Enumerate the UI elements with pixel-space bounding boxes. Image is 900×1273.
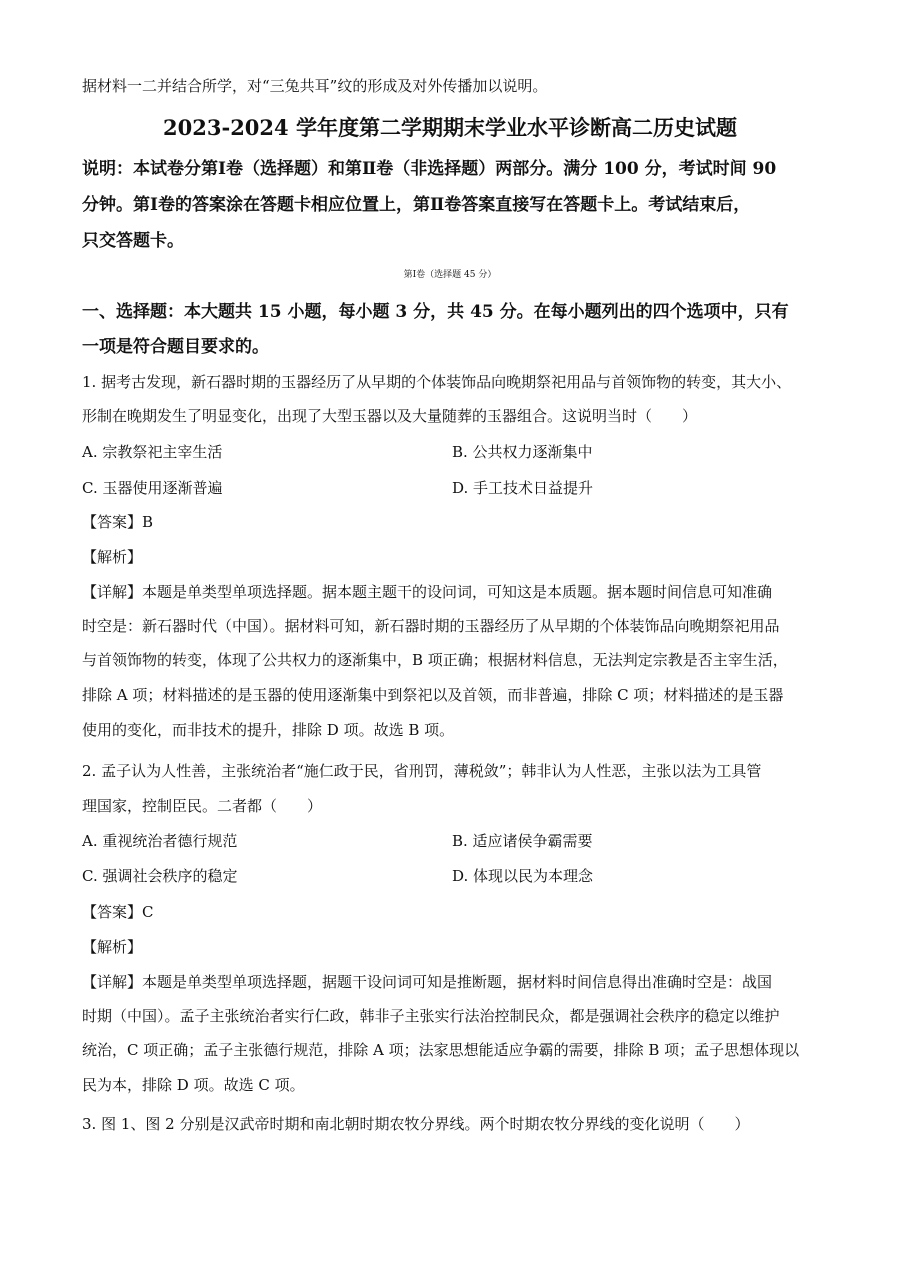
q2-option-a: A. 重视统治者德行规范 — [82, 832, 238, 850]
q1-detail-line-2: 时空是：新石器时代（中国）。据材料可知，新石器时期的玉器经历了从早期的个体装饰品向晚期祭祀用品 — [82, 617, 780, 635]
instructions-line-3: 只交答题卡。 — [82, 231, 184, 251]
q2-option-d: D. 体现以民为本理念 — [452, 867, 594, 885]
q1-detail-line-4: 排除 A 项；材料描述的是玉器的使用逐渐集中到祭祀以及首领，而非普遍，排除 C 项；材料描述的是玉器 — [82, 686, 784, 704]
q2-detail-line-1: 【详解】本题是单类型单项选择题，据题干设问词可知是推断题，据材料时间信息得出准确时空是：战国 — [82, 973, 773, 991]
carryover-question-line: 据材料一二并结合所学，对“三兔共耳”纹的形成及对外传播加以说明。 — [82, 77, 548, 95]
instructions-line-2: 分钟。第Ⅰ卷的答案涂在答题卡相应位置上，第Ⅱ卷答案直接写在答题卡上。考试结束后， — [82, 195, 751, 215]
instructions-line-1: 说明：本试卷分第Ⅰ卷（选择题）和第Ⅱ卷（非选择题）两部分。满分 100 分，考试时间 90 — [82, 159, 777, 179]
q2-detail-line-3: 统治，C 项正确；孟子主张德行规范，排除 A 项；法家思想能适应争霸的需要，排除 B 项；孟子思想体现以 — [82, 1041, 800, 1059]
q1-option-d: D. 手工技术日益提升 — [452, 479, 594, 497]
q2-answer: 【答案】C — [82, 903, 154, 921]
q1-detail-line-3: 与首领饰物的转变，体现了公共权力的逐渐集中，B 项正确；根据材料信息，无法判定宗教是否主宰生活， — [82, 651, 788, 669]
q1-option-a: A. 宗教祭祀主宰生活 — [82, 443, 223, 461]
q2-analysis-label: 【解析】 — [82, 938, 143, 956]
section-title: 第Ⅰ卷（选择题 45 分） — [403, 270, 497, 280]
q1-stem-line-1: 1. 据考古发现，新石器时期的玉器经历了从早期的个体装饰品向晚期祭祀用品与首领饰物的转变，其大小、 — [82, 373, 792, 391]
q1-stem-line-2: 形制在晚期发生了明显变化，出现了大型玉器以及大量随葬的玉器组合。这说明当时（ ） — [82, 407, 698, 425]
q1-detail-line-5: 使用的变化，而非技术的提升，排除 D 项。故选 B 项。 — [82, 721, 455, 739]
q1-option-c: C. 玉器使用逐渐普遍 — [82, 479, 223, 497]
q1-detail-line-1: 【详解】本题是单类型单项选择题。据本题主题干的设问词，可知这是本质题。据本题时间信息可知准确 — [82, 583, 773, 601]
exam-title: 2023-2024 学年度第二学期期末学业水平诊断高二历史试题 — [163, 115, 737, 140]
q2-option-c: C. 强调社会秩序的稳定 — [82, 867, 238, 885]
part-heading-line-2: 一项是符合题目要求的。 — [82, 337, 269, 357]
q1-analysis-label: 【解析】 — [82, 548, 143, 566]
q2-detail-line-2: 时期（中国）。孟子主张统治者实行仁政，韩非子主张实行法治控制民众，都是强调社会秩序的稳定以维护 — [82, 1007, 780, 1025]
q3-stem-line-1: 3. 图 1、图 2 分别是汉武帝时期和南北朝时期农牧分界线。两个时期农牧分界线的变化说明（ ） — [82, 1115, 750, 1133]
part-heading-line-1: 一、选择题：本大题共 15 小题，每小题 3 分，共 45 分。在每小题列出的四个选项中，只有 — [82, 302, 789, 322]
q1-answer: 【答案】B — [82, 513, 154, 531]
q2-stem-line-1: 2. 孟子认为人性善，主张统治者“施仁政于民，省刑罚，薄税敛”；韩非认为人性恶，主张以法为工具管 — [82, 762, 762, 780]
q1-option-b: B. 公共权力逐渐集中 — [452, 443, 593, 461]
q2-option-b: B. 适应诸侯争霸需要 — [452, 832, 593, 850]
q2-stem-line-2: 理国家，控制臣民。二者都（ ） — [82, 797, 323, 815]
q2-detail-line-4: 民为本，排除 D 项。故选 C 项。 — [82, 1076, 305, 1094]
